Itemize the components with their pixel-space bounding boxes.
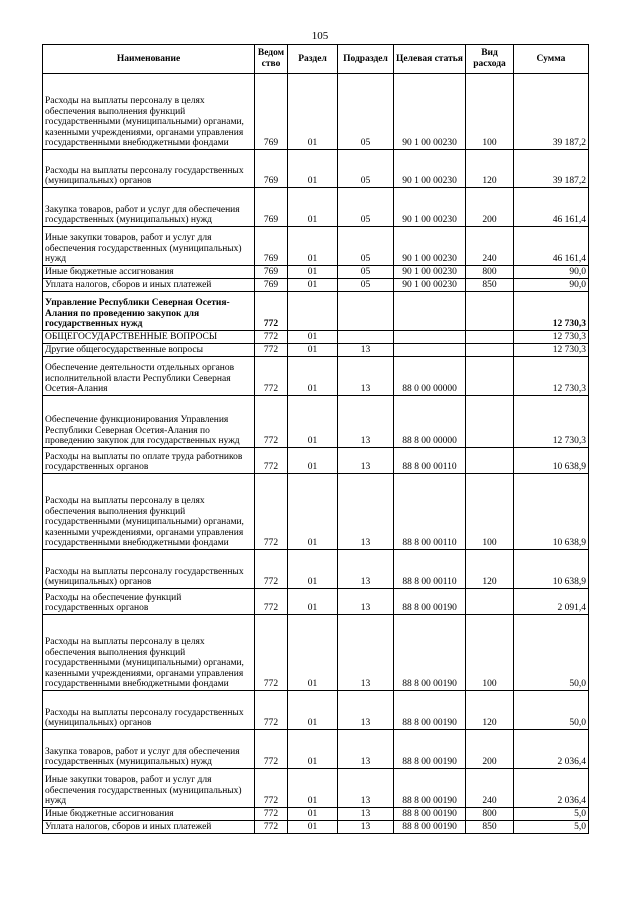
row-celevaya-statya-cell: 88 8 00 00110 (394, 550, 466, 589)
row-vedomstvo-cell: 772 (255, 292, 288, 331)
row-summa-cell: 2 036,4 (514, 769, 589, 808)
row-vid-rashoda-cell (466, 448, 514, 474)
row-vid-rashoda-cell: 100 (466, 615, 514, 691)
row-name-cell: Иные бюджетные ассигнования (43, 266, 255, 279)
header-podrazdel: Подраздел (338, 45, 394, 74)
row-vedomstvo-cell: 769 (255, 227, 288, 266)
row-vedomstvo-cell: 772 (255, 396, 288, 448)
row-vid-rashoda-cell: 850 (466, 821, 514, 834)
table-row (43, 331, 589, 344)
row-vedomstvo-cell: 769 (255, 150, 288, 188)
row-razdel-cell: 01 (288, 279, 338, 292)
row-razdel-cell: 01 (288, 74, 338, 150)
table-row (43, 74, 589, 150)
row-razdel-cell: 01 (288, 808, 338, 821)
row-summa-cell: 10 638,9 (514, 550, 589, 589)
table-row (43, 227, 589, 266)
row-celevaya-statya-cell: 88 8 00 00000 (394, 396, 466, 448)
row-name-cell: Расходы на выплаты персоналу в целях обеспечения выполнения функций государственными (муниципальными) органами, казенными учреждениями, органами управления государственными внебюджетными фондами (43, 74, 255, 150)
row-podrazdel-cell (338, 331, 394, 344)
row-vedomstvo-cell: 772 (255, 615, 288, 691)
row-vid-rashoda-cell: 200 (466, 188, 514, 227)
row-name-cell: Иные бюджетные ассигнования (43, 808, 255, 821)
row-vedomstvo-cell: 769 (255, 74, 288, 150)
row-name-cell: Расходы на выплаты персоналу в целях обеспечения выполнения функций государственными (муниципальными) органами, казенными учреждениями, органами управления государственными внебюджетными фондами (43, 474, 255, 550)
table-row (43, 615, 589, 691)
row-vid-rashoda-cell: 200 (466, 730, 514, 769)
row-vedomstvo-cell: 772 (255, 808, 288, 821)
row-razdel-cell: 01 (288, 691, 338, 730)
row-celevaya-statya-cell: 88 0 00 00000 (394, 357, 466, 396)
row-summa-cell: 12 730,3 (514, 396, 589, 448)
row-summa-cell: 12 730,3 (514, 331, 589, 344)
row-celevaya-statya-cell: 90 1 00 00230 (394, 188, 466, 227)
row-vid-rashoda-cell: 120 (466, 550, 514, 589)
row-vedomstvo-cell: 769 (255, 279, 288, 292)
row-name-cell: Обеспечение функционирования Управления Республики Северная Осетия-Алания по проведению закупок для государственных нужд (43, 396, 255, 448)
row-summa-cell: 90,0 (514, 266, 589, 279)
row-summa-cell: 2 091,4 (514, 589, 589, 615)
row-summa-cell: 46 161,4 (514, 188, 589, 227)
header-vedomstvo: Ведом ство (255, 45, 288, 74)
table-row (43, 357, 589, 396)
row-razdel-cell: 01 (288, 615, 338, 691)
row-summa-cell: 5,0 (514, 821, 589, 834)
table-row (43, 344, 589, 357)
row-razdel-cell: 01 (288, 357, 338, 396)
row-razdel-cell: 01 (288, 344, 338, 357)
row-podrazdel-cell: 13 (338, 691, 394, 730)
row-podrazdel-cell: 05 (338, 74, 394, 150)
row-vid-rashoda-cell: 100 (466, 74, 514, 150)
row-name-cell: Уплата налогов, сборов и иных платежей (43, 821, 255, 834)
row-celevaya-statya-cell: 88 8 00 00190 (394, 808, 466, 821)
row-vid-rashoda-cell: 800 (466, 266, 514, 279)
row-celevaya-statya-cell (394, 331, 466, 344)
row-name-cell: Обеспечение деятельности отдельных органов исполнительной власти Республики Северная Осетия-Алания (43, 357, 255, 396)
header-razdel: Раздел (288, 45, 338, 74)
table-row (43, 448, 589, 474)
row-name-cell: Закупка товаров, работ и услуг для обеспечения государственных (муниципальных) нужд (43, 188, 255, 227)
row-summa-cell: 39 187,2 (514, 74, 589, 150)
row-vid-rashoda-cell: 120 (466, 150, 514, 188)
row-vedomstvo-cell: 772 (255, 769, 288, 808)
row-summa-cell: 50,0 (514, 615, 589, 691)
row-vid-rashoda-cell (466, 589, 514, 615)
row-name-cell: Другие общегосударственные вопросы (43, 344, 255, 357)
row-name-cell: Иные закупки товаров, работ и услуг для обеспечения государственных (муниципальных) нужд (43, 769, 255, 808)
row-podrazdel-cell: 05 (338, 266, 394, 279)
row-summa-cell: 12 730,3 (514, 357, 589, 396)
table-row (43, 821, 589, 834)
row-vedomstvo-cell: 772 (255, 691, 288, 730)
row-razdel-cell: 01 (288, 448, 338, 474)
row-podrazdel-cell: 13 (338, 344, 394, 357)
table-body (43, 74, 589, 834)
row-vedomstvo-cell: 769 (255, 188, 288, 227)
row-summa-cell: 12 730,3 (514, 292, 589, 331)
row-podrazdel-cell: 13 (338, 474, 394, 550)
row-summa-cell: 10 638,9 (514, 448, 589, 474)
row-vedomstvo-cell: 772 (255, 357, 288, 396)
row-vid-rashoda-cell: 800 (466, 808, 514, 821)
row-podrazdel-cell: 05 (338, 279, 394, 292)
row-summa-cell: 10 638,9 (514, 474, 589, 550)
table-row (43, 808, 589, 821)
table-row (43, 769, 589, 808)
row-celevaya-statya-cell: 88 8 00 00190 (394, 821, 466, 834)
row-celevaya-statya-cell: 90 1 00 00230 (394, 227, 466, 266)
row-name-cell: Расходы на выплаты персоналу в целях обеспечения выполнения функций государственными (муниципальными) органами, казенными учреждениями, органами управления государственными внебюджетными фондами (43, 615, 255, 691)
row-podrazdel-cell: 05 (338, 150, 394, 188)
header-vid-rashoda: Вид расхода (466, 45, 514, 74)
table-row (43, 474, 589, 550)
budget-table (42, 44, 589, 834)
row-razdel-cell: 01 (288, 396, 338, 448)
row-vedomstvo-cell: 769 (255, 266, 288, 279)
row-vid-rashoda-cell: 240 (466, 227, 514, 266)
row-vedomstvo-cell: 772 (255, 344, 288, 357)
row-celevaya-statya-cell (394, 292, 466, 331)
row-podrazdel-cell: 05 (338, 227, 394, 266)
row-summa-cell: 46 161,4 (514, 227, 589, 266)
row-razdel-cell: 01 (288, 550, 338, 589)
row-podrazdel-cell: 13 (338, 769, 394, 808)
row-vid-rashoda-cell: 100 (466, 474, 514, 550)
row-summa-cell: 50,0 (514, 691, 589, 730)
row-celevaya-statya-cell: 90 1 00 00230 (394, 150, 466, 188)
row-vid-rashoda-cell (466, 331, 514, 344)
row-name-cell: Иные закупки товаров, работ и услуг для обеспечения государственных (муниципальных) нужд (43, 227, 255, 266)
row-podrazdel-cell: 05 (338, 188, 394, 227)
row-summa-cell: 5,0 (514, 808, 589, 821)
row-razdel-cell: 01 (288, 150, 338, 188)
row-celevaya-statya-cell: 88 8 00 00110 (394, 474, 466, 550)
row-razdel-cell: 01 (288, 821, 338, 834)
table-row (43, 150, 589, 188)
row-vid-rashoda-cell (466, 292, 514, 331)
row-vid-rashoda-cell (466, 396, 514, 448)
row-celevaya-statya-cell: 88 8 00 00190 (394, 730, 466, 769)
table-header-row (43, 45, 589, 74)
row-celevaya-statya-cell: 90 1 00 00230 (394, 74, 466, 150)
row-razdel-cell: 01 (288, 769, 338, 808)
row-podrazdel-cell: 13 (338, 550, 394, 589)
row-celevaya-statya-cell (394, 344, 466, 357)
row-celevaya-statya-cell: 90 1 00 00230 (394, 279, 466, 292)
row-name-cell: Расходы на выплаты по оплате труда работников государственных органов (43, 448, 255, 474)
row-podrazdel-cell: 13 (338, 808, 394, 821)
row-celevaya-statya-cell: 88 8 00 00190 (394, 769, 466, 808)
row-summa-cell: 90,0 (514, 279, 589, 292)
row-podrazdel-cell: 13 (338, 357, 394, 396)
row-razdel-cell: 01 (288, 227, 338, 266)
row-podrazdel-cell (338, 292, 394, 331)
row-celevaya-statya-cell: 88 8 00 00190 (394, 589, 466, 615)
row-vid-rashoda-cell: 240 (466, 769, 514, 808)
row-podrazdel-cell: 13 (338, 615, 394, 691)
row-vedomstvo-cell: 772 (255, 474, 288, 550)
row-vid-rashoda-cell (466, 344, 514, 357)
row-celevaya-statya-cell: 90 1 00 00230 (394, 266, 466, 279)
page-number: 105 (311, 30, 329, 42)
row-vedomstvo-cell: 772 (255, 448, 288, 474)
table-row (43, 589, 589, 615)
table-row (43, 279, 589, 292)
row-podrazdel-cell: 13 (338, 448, 394, 474)
table-row (43, 550, 589, 589)
row-name-cell: Управление Республики Северная Осетия-Алания по проведению закупок для государственных нужд (43, 292, 255, 331)
row-name-cell: Расходы на выплаты персоналу государственных (муниципальных) органов (43, 150, 255, 188)
row-vedomstvo-cell: 772 (255, 821, 288, 834)
row-name-cell: Расходы на выплаты персоналу государственных (муниципальных) органов (43, 691, 255, 730)
table-row (43, 266, 589, 279)
row-vid-rashoda-cell: 850 (466, 279, 514, 292)
row-razdel-cell: 01 (288, 474, 338, 550)
table-row (43, 188, 589, 227)
row-name-cell: Закупка товаров, работ и услуг для обеспечения государственных (муниципальных) нужд (43, 730, 255, 769)
row-vedomstvo-cell: 772 (255, 730, 288, 769)
row-summa-cell: 12 730,3 (514, 344, 589, 357)
row-name-cell: Расходы на выплаты персоналу государственных (муниципальных) органов (43, 550, 255, 589)
header-summa: Сумма (514, 45, 589, 74)
row-celevaya-statya-cell: 88 8 00 00190 (394, 691, 466, 730)
row-razdel-cell: 01 (288, 589, 338, 615)
row-vedomstvo-cell: 772 (255, 550, 288, 589)
row-name-cell: ОБЩЕГОСУДАРСТВЕННЫЕ ВОПРОСЫ (43, 331, 255, 344)
row-podrazdel-cell: 13 (338, 589, 394, 615)
row-celevaya-statya-cell: 88 8 00 00110 (394, 448, 466, 474)
row-razdel-cell: 01 (288, 266, 338, 279)
table-row (43, 730, 589, 769)
table-row (43, 691, 589, 730)
row-razdel-cell: 01 (288, 730, 338, 769)
row-name-cell: Уплата налогов, сборов и иных платежей (43, 279, 255, 292)
row-summa-cell: 2 036,4 (514, 730, 589, 769)
row-vedomstvo-cell: 772 (255, 331, 288, 344)
header-celevaya-statya: Целевая статья (394, 45, 466, 74)
header-name: Наименование (43, 45, 255, 74)
row-celevaya-statya-cell: 88 8 00 00190 (394, 615, 466, 691)
row-podrazdel-cell: 13 (338, 821, 394, 834)
row-podrazdel-cell: 13 (338, 730, 394, 769)
row-vedomstvo-cell: 772 (255, 589, 288, 615)
row-vid-rashoda-cell: 120 (466, 691, 514, 730)
table-row (43, 396, 589, 448)
row-razdel-cell: 01 (288, 188, 338, 227)
row-razdel-cell (288, 292, 338, 331)
row-name-cell: Расходы на обеспечение функций государственных органов (43, 589, 255, 615)
table-row (43, 292, 589, 331)
row-summa-cell: 39 187,2 (514, 150, 589, 188)
row-podrazdel-cell: 13 (338, 396, 394, 448)
row-razdel-cell: 01 (288, 331, 338, 344)
row-vid-rashoda-cell (466, 357, 514, 396)
